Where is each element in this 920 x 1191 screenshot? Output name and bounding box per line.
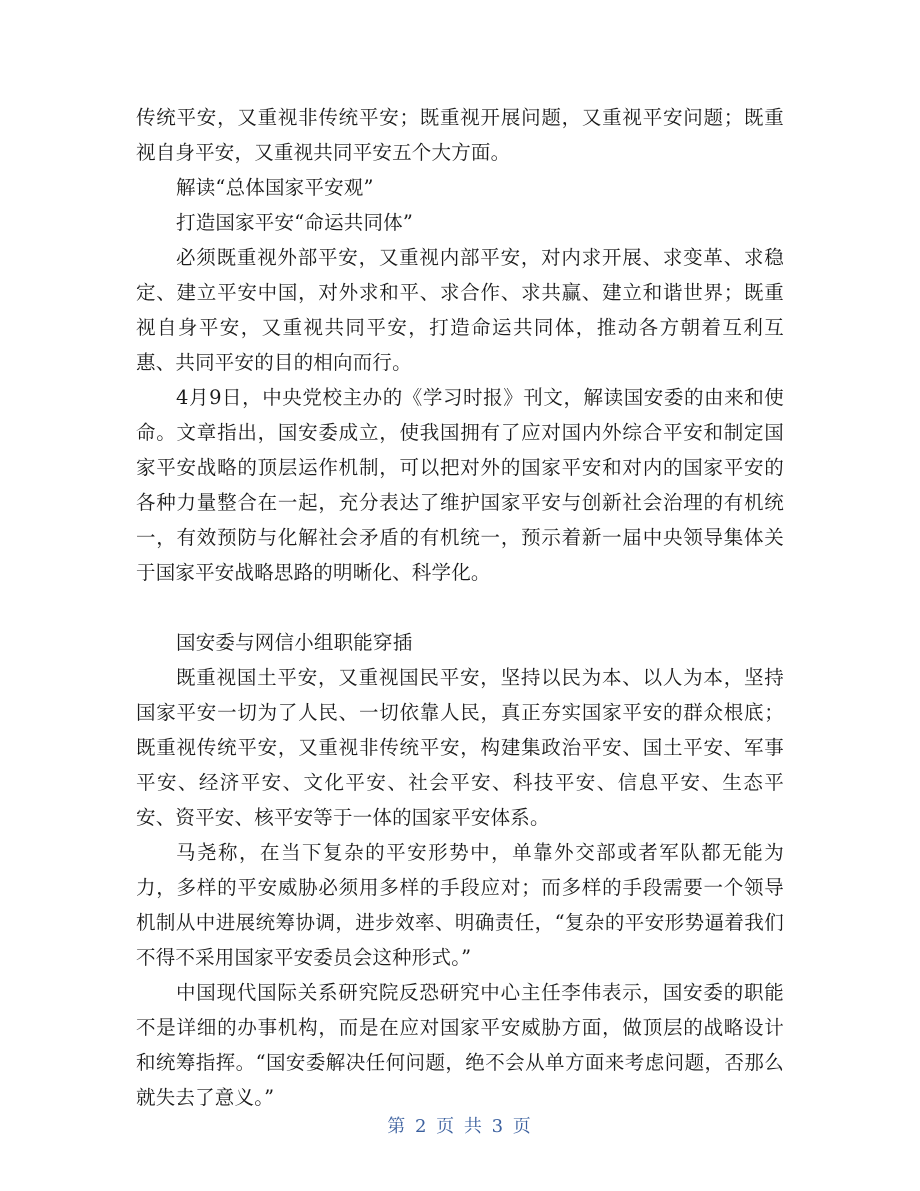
subheading-functions-overlap: 国安委与网信小组职能穿插 (176, 631, 413, 654)
page-number-footer: 第 2 页 共 3 页 (387, 1116, 533, 1137)
subheading-interpretation: 解读“总体国家平安观” (176, 176, 374, 199)
paragraph-national-security-system: 既重视国土平安，又重视国民平安，坚持以民为本、以人为本，坚持国家平安一切为了人民、一切依靠人民，真正夯实国家平安的群众根底；既重视传统平安，又重视非传统平安，构建集政治平安、国土平安、军事平安、经济平安、文化平安、社会平安、科技平安、信息平安、生态平安、资平安、核平安等于一体的国家平安体系。 (136, 666, 784, 829)
subheading-community: 打造国家平安“命运共同体” (176, 211, 414, 234)
paragraph-external-internal-security: 必须既重视外部平安，又重视内部平安，对内求开展、求变革、求稳定、建立平安中国，对外求和平、求合作、求共赢、建立和谐世界；既重视自身平安，又重视共同平安，打造命运共同体，推动各方朝着互利互惠、共同平安的目的相向而行。 (136, 246, 784, 374)
paragraph-spacer (136, 590, 784, 625)
paragraph-study-times: 4月9日，中央党校主办的《学习时报》刊文，解读国安委的由来和使命。文章指出，国安委成立，使我国拥有了应对国内外综合平安和制定国家平安战略的顶层运作机制，可以把对外的国家平安和对内的国家平安的各种力量整合在一起，充分表达了维护国家平安与创新社会治理的有机统一，有效预防与化解社会矛盾的有机统一，预示着新一届中央领导集体关于国家平安战略思路的明晰化、科学化。 (136, 386, 784, 584)
document-body (136, 100, 784, 1115)
paragraph-1: 传统平安，又重视非传统平安；既重视开展问题，又重视平安问题；既重视自身平安，又重视共同平安五个大方面。 (136, 106, 784, 164)
paragraph-ma-yao: 马尧称，在当下复杂的平安形势中，单靠外交部或者军队都无能为力，多样的平安威胁必须用多样的手段应对；而多样的手段需要一个领导机制从中进展统筹协调，进步效率、明确责任，“复杂的平安形势逼着我们不得不采用国家平安委员会这种形式。” (136, 841, 784, 969)
paragraph-li-wei: 中国现代国际关系研究院反恐研究中心主任李伟表示，国安委的职能不是详细的办事机构，而是在应对国家平安威胁方面，做顶层的战略设计和统筹指挥。“国安委解决任何问题，绝不会从单方面来考虑问题，否那么就失去了意义。” (136, 981, 784, 1109)
